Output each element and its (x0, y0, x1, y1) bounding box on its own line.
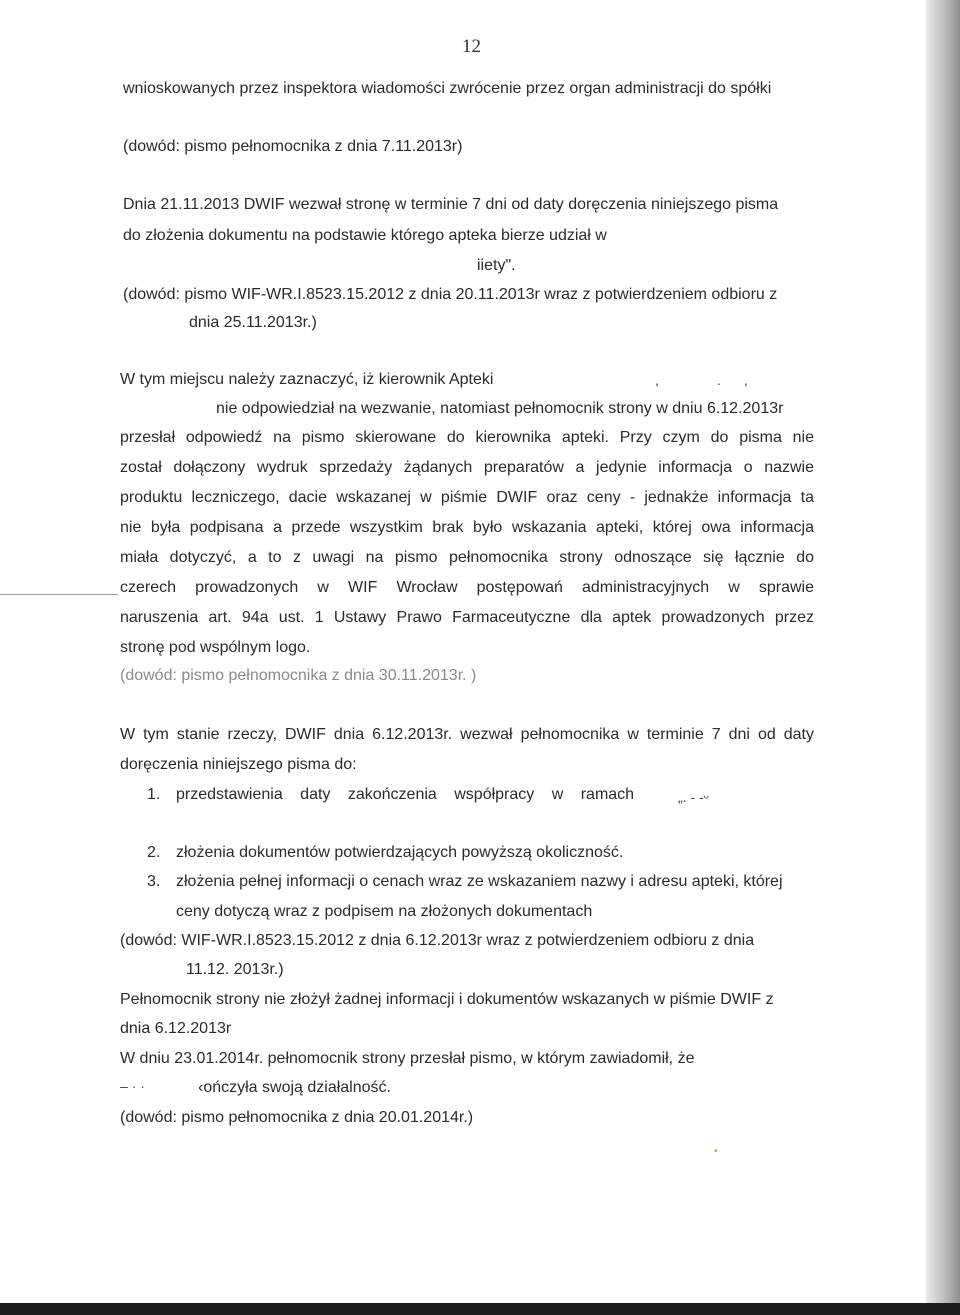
text-line-fragment: iiety". (477, 257, 516, 274)
text-line: nie odpowiedział na wezwanie, natomiast pełnomocnik strony w dniu 6.12.2013r (216, 400, 784, 417)
evidence-note: (dowód: pismo pełnomocnika z dnia 20.01.2014r.) (120, 1109, 474, 1126)
evidence-note: (dowód: pismo pełnomocnika z dnia 30.11.2013r. ) (120, 667, 477, 684)
evidence-note: (dowód: pismo pełnomocnika z dnia 7.11.2013r) (123, 138, 463, 155)
page-number: 12 (462, 36, 481, 57)
text-line: stronę pod wspólnym logo. (120, 639, 311, 656)
text-line: dnia 6.12.2013r (120, 1020, 232, 1037)
evidence-note-continued: 11.12. 2013r.) (186, 961, 284, 978)
list-item-text-continued: ceny dotyczą wraz z podpisem na złożonych dokumentach (176, 903, 593, 920)
text-line: Pełnomocnik strony nie złożył żadnej informacji i dokumentów wskazanych w piśmie DWIF z (120, 991, 774, 1008)
text-line: W tym miejscu należy zaznaczyć, iż kierownik Apteki (120, 371, 494, 388)
text-line: wnioskowanych przez inspektora wiadomości zwrócenie przez organ administracji do spółki (123, 80, 772, 97)
text-line: nie była podpisana a przede wszystkim brak było wskazania apteki, której owa informacja (120, 519, 814, 536)
redaction-mark: ‒ · · (120, 1078, 145, 1094)
text-line: miała dotyczyć, a to z uwagi na pismo pełnomocnika strony odnoszące się łącznie do (120, 549, 814, 566)
list-item-number: 2. (147, 844, 161, 861)
evidence-note: (dowód: WIF-WR.I.8523.15.2012 z dnia 6.12.2013r wraz z potwierdzeniem odbioru z dnia (120, 932, 755, 949)
text-line: doręczenia niniejszego pisma do: (120, 756, 357, 773)
list-item-text: przedstawienia daty zakończenia współpracy w ramach (176, 786, 635, 803)
redaction-mark: „. - -ᵕ (678, 789, 709, 805)
list-item-number: 3. (147, 873, 161, 890)
redaction-mark: , (655, 372, 659, 388)
text-line-fragment: ‹ończyła swoją działalność. (198, 1079, 391, 1096)
text-line: naruszenia art. 94a ust. 1 Ustawy Prawo Farmaceutyczne dla aptek prowadzonych przez (120, 609, 814, 626)
text-line: przesłał odpowiedź na pismo skierowane do kierownika apteki. Przy czym do pisma nie (120, 429, 814, 446)
list-item-text: złożenia dokumentów potwierdzających powyższą okoliczność. (176, 844, 624, 861)
text-line: do złożenia dokumentu na podstawie którego apteka bierze udział w (123, 227, 607, 244)
text-line: Dnia 21.11.2013 DWIF wezwał stronę w terminie 7 dni od daty doręczenia niniejszego pisma (123, 196, 779, 213)
text-line: czerech prowadzonych w WIF Wrocław postępowań administracyjnych w sprawie (120, 579, 814, 596)
evidence-note-continued: dnia 25.11.2013r.) (189, 314, 317, 331)
evidence-note: (dowód: pismo WIF-WR.I.8523.15.2012 z dnia 20.11.2013r wraz z potwierdzeniem odbioru z (123, 286, 778, 303)
text-line: W dniu 23.01.2014r. pełnomocnik strony przesłał pismo, w którym zawiadomił, że (120, 1050, 695, 1067)
scan-edge-right (926, 0, 960, 1315)
list-item-number: 1. (147, 786, 161, 803)
redaction-mark: . (717, 372, 721, 388)
redaction-mark: , (744, 372, 748, 388)
list-item-text: złożenia pełnej informacji o cenach wraz ze wskazaniem nazwy i adresu apteki, której (176, 873, 783, 890)
text-line: został dołączony wydruk sprzedaży żądanych preparatów a jedynie informacja o nazwie (120, 459, 814, 476)
scan-edge-bottom (0, 1303, 960, 1315)
text-line: W tym stanie rzeczy, DWIF dnia 6.12.2013r. wezwał pełnomocnika w terminie 7 dni od daty (120, 726, 814, 743)
text-line: produktu leczniczego, dacie wskazanej w piśmie DWIF oraz ceny - jednakże informacja ta (120, 489, 814, 506)
scan-artifact-line (0, 594, 118, 595)
scan-speck: • (714, 1146, 718, 1157)
